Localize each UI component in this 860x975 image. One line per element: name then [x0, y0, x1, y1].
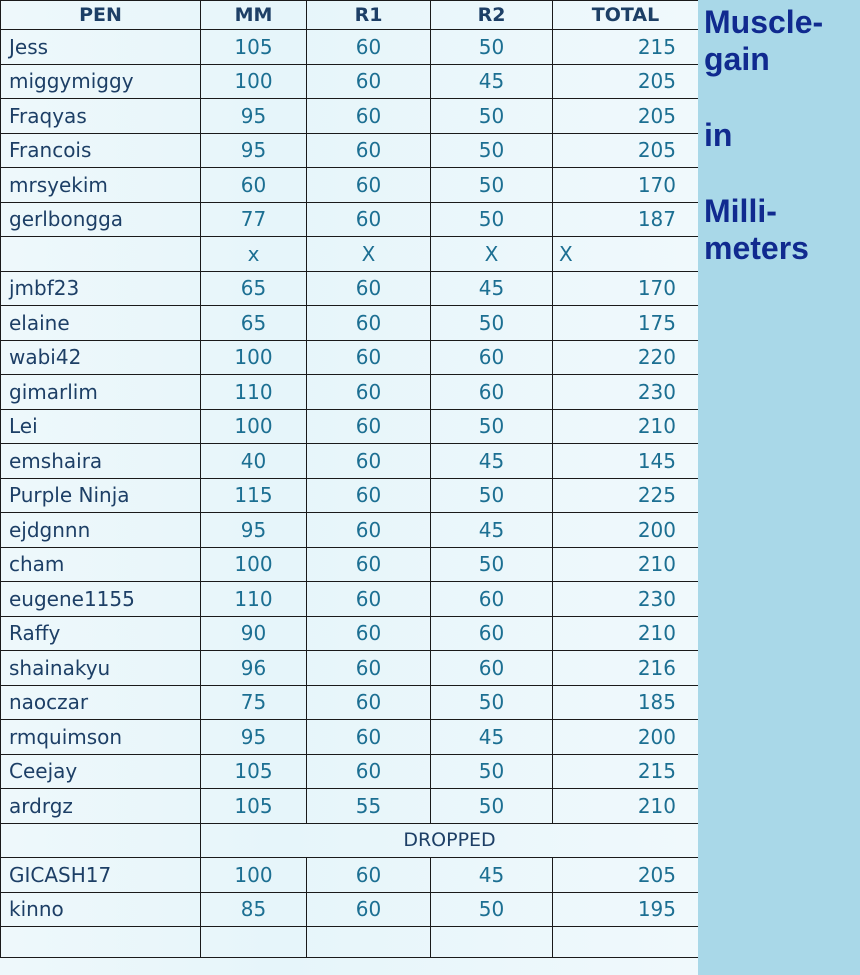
cell-r2: 50	[431, 685, 553, 720]
cell-r2: 50	[431, 168, 553, 203]
table-row	[1, 513, 699, 548]
cell-total: 216	[553, 651, 699, 686]
cell-r2: 50	[431, 133, 553, 168]
header-mm: MM	[201, 1, 307, 30]
cell-r1: 60	[307, 202, 431, 237]
cell-mm: 100	[201, 64, 307, 99]
cell-r2: 45	[431, 444, 553, 479]
cell-total: 185	[553, 685, 699, 720]
table-row	[1, 30, 699, 65]
cell-r1: 60	[307, 444, 431, 479]
cell-name: ejdgnnn	[1, 513, 201, 548]
cell-r1: X	[307, 237, 431, 272]
cell-name: gimarlim	[1, 375, 201, 410]
table-row	[1, 64, 699, 99]
cell-total: 205	[553, 64, 699, 99]
side-note	[704, 4, 860, 267]
header-r1: R1	[307, 1, 431, 30]
cell-r2: 50	[431, 789, 553, 824]
cell-mm: 100	[201, 340, 307, 375]
cell-r1: 60	[307, 30, 431, 65]
table-row	[1, 409, 699, 444]
cell-r1: 60	[307, 582, 431, 617]
cell-name: rmquimson	[1, 720, 201, 755]
cell-mm: 105	[201, 789, 307, 824]
cell-mm: 96	[201, 651, 307, 686]
cell-r1: 55	[307, 789, 431, 824]
cell-total: 210	[553, 789, 699, 824]
cell-r1: 60	[307, 99, 431, 134]
cell-mm: 65	[201, 306, 307, 341]
dropped-table-row	[1, 892, 699, 927]
cell-mm: 115	[201, 478, 307, 513]
header-row	[1, 1, 699, 30]
table-row	[1, 444, 699, 479]
cell-name: Jess	[1, 30, 201, 65]
cell-mm: 60	[201, 168, 307, 203]
cell-r2: 50	[431, 99, 553, 134]
cell-r1: 60	[307, 685, 431, 720]
cell-r2: 45	[431, 64, 553, 99]
table-row	[1, 271, 699, 306]
cell-total: 175	[553, 306, 699, 341]
cell-r2: 50	[431, 202, 553, 237]
cell-r1: 60	[307, 409, 431, 444]
cell-r2: 45	[431, 720, 553, 755]
empty-cell	[307, 927, 431, 958]
cell-mm: 105	[201, 754, 307, 789]
side-note-line: in	[704, 117, 733, 153]
cell-name: cham	[1, 547, 201, 582]
table-row	[1, 375, 699, 410]
dropped-divider-row	[1, 823, 699, 858]
side-note-line: gain	[704, 41, 770, 77]
cell-r1: 60	[307, 306, 431, 341]
cell-mm: 95	[201, 720, 307, 755]
cell-total: 200	[553, 513, 699, 548]
cell-mm: 95	[201, 133, 307, 168]
cell-name: Lei	[1, 409, 201, 444]
table-row	[1, 547, 699, 582]
table-row	[1, 651, 699, 686]
cell-mm: 65	[201, 271, 307, 306]
side-note-line: Muscle-	[704, 4, 824, 40]
cell-mm: 77	[201, 202, 307, 237]
cell-r1: 60	[307, 754, 431, 789]
cell-mm: 85	[201, 892, 307, 927]
cell-mm: 100	[201, 547, 307, 582]
empty-cell	[1, 927, 201, 958]
header-r2: R2	[431, 1, 553, 30]
cell-total: 187	[553, 202, 699, 237]
cell-total: 205	[553, 858, 699, 893]
cell-name: eugene1155	[1, 582, 201, 617]
cell-r1: 60	[307, 547, 431, 582]
cell-r1: 60	[307, 651, 431, 686]
table-row	[1, 478, 699, 513]
cell-name: Francois	[1, 133, 201, 168]
cell-r2: 50	[431, 409, 553, 444]
table-row	[1, 616, 699, 651]
cell-name: emshaira	[1, 444, 201, 479]
cell-r1: 60	[307, 271, 431, 306]
table-row	[1, 133, 699, 168]
cell-r1: 60	[307, 168, 431, 203]
table-row	[1, 789, 699, 824]
cell-r1: 60	[307, 892, 431, 927]
cell-total: 200	[553, 720, 699, 755]
cell-name: wabi42	[1, 340, 201, 375]
cell-total: 215	[553, 30, 699, 65]
cell-r1: 60	[307, 64, 431, 99]
cell-mm: 95	[201, 513, 307, 548]
cell-total: 230	[553, 375, 699, 410]
cell-r2: 45	[431, 271, 553, 306]
cell-r2: 60	[431, 582, 553, 617]
cell-name: shainakyu	[1, 651, 201, 686]
side-note-line: Milli-	[704, 193, 777, 229]
cell-mm: 105	[201, 30, 307, 65]
side-note-line: meters	[704, 230, 809, 266]
header-total: TOTAL	[553, 1, 699, 30]
table-row	[1, 202, 699, 237]
cell-name: Raffy	[1, 616, 201, 651]
cell-name: naoczar	[1, 685, 201, 720]
cell-name: Purple Ninja	[1, 478, 201, 513]
cell-r2: 45	[431, 513, 553, 548]
header-pen: PEN	[1, 1, 201, 30]
cell-total: 195	[553, 892, 699, 927]
empty-row	[1, 927, 699, 958]
cell-name: miggymiggy	[1, 64, 201, 99]
cell-total: 230	[553, 582, 699, 617]
cell-name: Ceejay	[1, 754, 201, 789]
table-row	[1, 720, 699, 755]
cell-name: mrsyekim	[1, 168, 201, 203]
dropped-label: DROPPED	[201, 823, 699, 858]
cell-name: jmbf23	[1, 271, 201, 306]
cell-r1: 60	[307, 133, 431, 168]
crossed-out-row	[1, 237, 699, 272]
table-row	[1, 685, 699, 720]
cell-name: Fraqyas	[1, 99, 201, 134]
cell-r2: 50	[431, 30, 553, 65]
table-row	[1, 99, 699, 134]
cell-mm: 75	[201, 685, 307, 720]
cell-name	[1, 237, 201, 272]
cell-r1: 60	[307, 478, 431, 513]
cell-name: elaine	[1, 306, 201, 341]
cell-mm: 100	[201, 409, 307, 444]
cell-r2: 50	[431, 306, 553, 341]
cell-name: GICASH17	[1, 858, 201, 893]
cell-total: 205	[553, 133, 699, 168]
cell-r2: 50	[431, 754, 553, 789]
cell-mm: 110	[201, 375, 307, 410]
cell-mm: 90	[201, 616, 307, 651]
cell-name: kinno	[1, 892, 201, 927]
cell-r1: 60	[307, 858, 431, 893]
cell-total: 205	[553, 99, 699, 134]
cell-r1: 60	[307, 616, 431, 651]
cell-r1: 60	[307, 340, 431, 375]
cell-total: 170	[553, 271, 699, 306]
table-row	[1, 582, 699, 617]
cell-mm: x	[201, 237, 307, 272]
cell-total: 145	[553, 444, 699, 479]
cell-total: 220	[553, 340, 699, 375]
cell-r2: 50	[431, 478, 553, 513]
cell-r2: X	[431, 237, 553, 272]
cell-name: ardrgz	[1, 789, 201, 824]
cell-r1: 60	[307, 720, 431, 755]
table-row	[1, 168, 699, 203]
cell-total: 210	[553, 409, 699, 444]
cell-r2: 60	[431, 651, 553, 686]
cell-total: 210	[553, 616, 699, 651]
cell-total: 210	[553, 547, 699, 582]
cell-mm: 110	[201, 582, 307, 617]
cell-total: X	[553, 237, 699, 272]
dropped-table-row	[1, 858, 699, 893]
cell-mm: 95	[201, 99, 307, 134]
cell-name: gerlbongga	[1, 202, 201, 237]
cell-r2: 50	[431, 547, 553, 582]
empty-cell	[201, 927, 307, 958]
empty-cell	[553, 927, 699, 958]
empty-cell	[431, 927, 553, 958]
table-row	[1, 754, 699, 789]
cell-total: 215	[553, 754, 699, 789]
cell-mm: 100	[201, 858, 307, 893]
cell-r2: 60	[431, 340, 553, 375]
cell-r2: 50	[431, 892, 553, 927]
cell-r1: 60	[307, 513, 431, 548]
cell-r2: 45	[431, 858, 553, 893]
cell-mm: 40	[201, 444, 307, 479]
dropped-spacer	[1, 823, 201, 858]
cell-total: 170	[553, 168, 699, 203]
cell-r2: 60	[431, 616, 553, 651]
cell-total: 225	[553, 478, 699, 513]
table-row	[1, 340, 699, 375]
table-row	[1, 306, 699, 341]
cell-r1: 60	[307, 375, 431, 410]
cell-r2: 60	[431, 375, 553, 410]
